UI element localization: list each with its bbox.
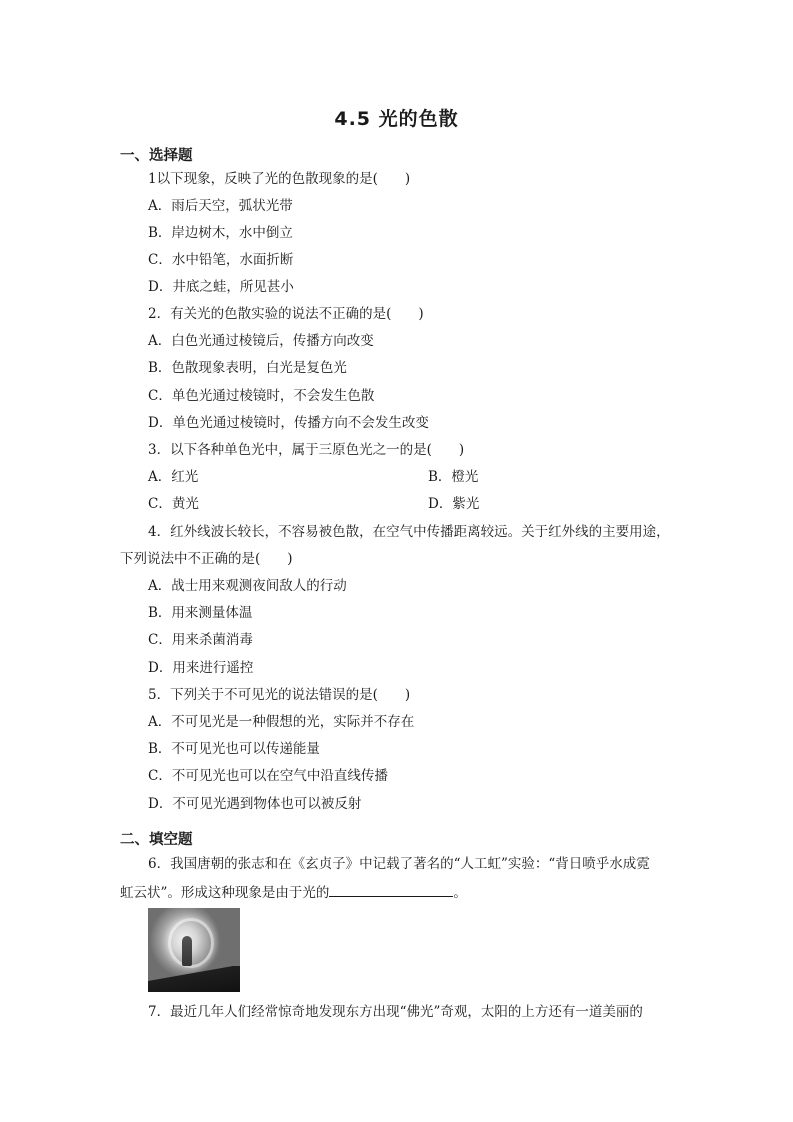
question-3-option-a: A．红光 — [148, 469, 199, 485]
section-heading-fill-blank: 二、填空题 — [120, 832, 193, 848]
question-5-option-c: C．不可见光也可以在空气中沿直线传播 — [148, 768, 388, 784]
section-heading-choice: 一、选择题 — [120, 148, 193, 164]
question-4-option-a: A．战士用来观测夜间敌人的行动 — [148, 578, 347, 594]
question-5-option-d: D．不可见光遇到物体也可以被反射 — [148, 796, 362, 812]
shadow-figure — [182, 936, 192, 966]
question-5-option-a: A．不可见光是一种假想的光，实际并不存在 — [148, 714, 415, 730]
question-6-stem-suffix: 。 — [453, 885, 467, 901]
question-4-option-b: B．用来测量体温 — [148, 605, 253, 621]
question-2-option-b: B．色散现象表明，白光是复色光 — [148, 360, 347, 376]
question-6-stem-prefix: 虹云状”。形成这种现象是由于光的 — [120, 885, 330, 901]
question-3-option-d: D．紫光 — [428, 496, 480, 512]
question-1-option-a: A．雨后天空，弧状光带 — [148, 198, 293, 214]
question-6-stem-line-2 — [120, 882, 467, 902]
question-4-stem-line-1: 4．红外线波长较长，不容易被色散，在空气中传播距离较远。关于红外线的主要用途， — [148, 524, 670, 540]
question-4-option-c: C．用来杀菌消毒 — [148, 632, 253, 648]
question-5-stem: 5．下列关于不可见光的说法错误的是( ) — [148, 687, 411, 703]
question-1-option-b: B．岸边树木，水中倒立 — [148, 225, 293, 241]
question-4-stem-line-2: 下列说法中不正确的是( ) — [120, 551, 293, 567]
question-5-option-b: B．不可见光也可以传递能量 — [148, 741, 320, 757]
question-2-option-a: A．白色光通过棱镜后，传播方向改变 — [148, 333, 374, 349]
question-2-option-d: D．单色光通过棱镜时，传播方向不会发生改变 — [148, 415, 429, 431]
question-1-option-d: D．井底之蛙，所见甚小 — [148, 279, 294, 295]
buddha-light-photo — [148, 908, 240, 992]
question-2-option-c: C．单色光通过棱镜时，不会发生色散 — [148, 388, 375, 404]
page-title: 4.5 光的色散 — [334, 108, 459, 130]
question-3-stem: 3．以下各种单色光中，属于三原色光之一的是( ) — [148, 442, 465, 458]
question-7-stem-line-1: 7．最近几年人们经常惊奇地发现东方出现“佛光”奇观，太阳的上方还有一道美丽的 — [148, 1004, 643, 1020]
question-1-stem: 1以下现象，反映了光的色散现象的是( ) — [148, 171, 411, 187]
answer-blank — [329, 882, 453, 897]
question-1-option-c: C．水中铅笔，水面折断 — [148, 252, 294, 268]
question-3-option-b: B．橙光 — [428, 469, 479, 485]
question-3-option-c: C．黄光 — [148, 496, 199, 512]
question-2-stem: 2．有关光的色散实验的说法不正确的是( ) — [148, 306, 424, 322]
mountain-ridge — [148, 966, 240, 992]
question-4-option-d: D．用来进行遥控 — [148, 660, 254, 676]
question-6-stem-line-1: 6．我国唐朝的张志和在《玄贞子》中记载了著名的“人工虹”实验：“背日喷乎水成霓 — [148, 856, 650, 872]
